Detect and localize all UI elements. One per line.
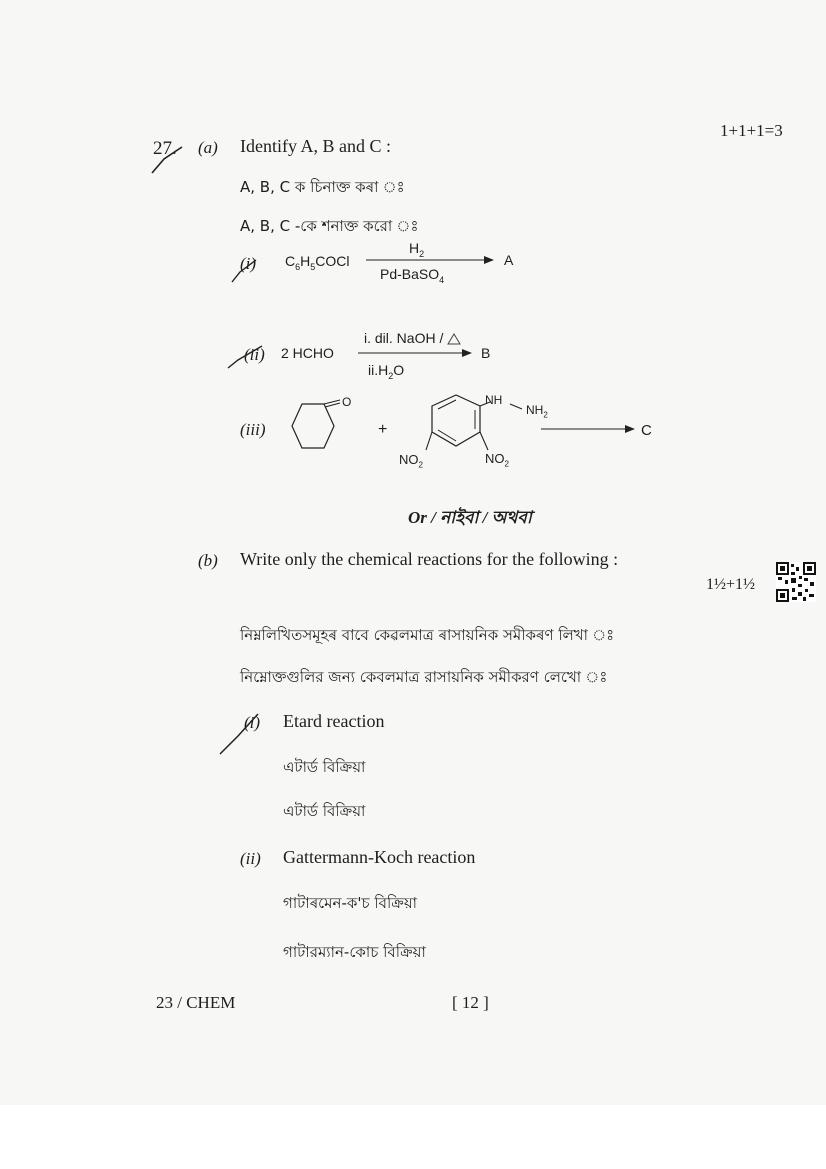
reaction-ii-reagent-below: $ii.H_2O$ bbox=[368, 362, 405, 381]
ketone-oxygen: O bbox=[342, 395, 352, 409]
reaction-ii-product: B bbox=[481, 345, 491, 361]
marks-part-a: 1+1+1=3 bbox=[720, 121, 783, 140]
part-b-title-assamese: নিম্নলিখিতসমূহৰ বাবে কেৱলমাত্ৰ ৰাসায়নিক সমীকৰণ লিখা ঃ bbox=[240, 626, 615, 644]
reaction-ii-label: (ii) bbox=[244, 345, 265, 364]
gattermann-koch-en: Gattermann-Koch reaction bbox=[283, 847, 476, 867]
reaction-i-reagent-below: Pd-BaSO$_4$ bbox=[380, 266, 445, 285]
or-separator: Or / নাইবা / অথবা bbox=[408, 508, 532, 527]
reaction-i-reagent-above: $H_2$ bbox=[409, 240, 425, 259]
tick-mark-b-i bbox=[218, 712, 262, 758]
tick-mark-r1 bbox=[230, 256, 260, 286]
question-number: 27. bbox=[153, 138, 177, 159]
reaction-iii-plus: + bbox=[378, 421, 388, 438]
hydrazine-nh: NH bbox=[485, 393, 503, 407]
hydrazine-nh2: $NH_2$ bbox=[526, 403, 548, 420]
nitro-group-left: $NO_2$ bbox=[399, 452, 423, 470]
footer-subject-code: 23 / CHEM bbox=[156, 993, 236, 1012]
reaction-iii-product: C bbox=[641, 422, 652, 439]
part-b-title-en: Write only the chemical reactions for the following : bbox=[240, 549, 619, 569]
part-a-title-assamese: A, B, C ক চিনাক্ত কৰা ঃ bbox=[240, 178, 405, 196]
etard-reaction-bengali: এটার্ড বিক্রিয়া bbox=[283, 802, 366, 820]
reaction-i-product: A bbox=[504, 252, 514, 268]
part-b-ii-label: (ii) bbox=[240, 849, 261, 868]
tick-mark-r2 bbox=[226, 344, 266, 374]
marks-part-b: 1½+1½ bbox=[706, 576, 756, 593]
tick-mark-q27 bbox=[150, 145, 190, 177]
gattermann-koch-bengali: গাটারম্যান-কোচ বিক্রিয়া bbox=[283, 943, 426, 961]
heat-triangle-icon bbox=[447, 333, 461, 345]
part-a-title-en: Identify A, B and C : bbox=[240, 136, 391, 156]
etard-reaction-assamese: এটাৰ্ড বিক্ৰিয়া bbox=[283, 758, 366, 776]
reaction-ii-reactant: 2 HCHO bbox=[281, 345, 334, 361]
gattermann-koch-assamese: গাটাৰমেন-ক'চ বিক্ৰিয়া bbox=[283, 894, 418, 912]
reaction-i-label: (i) bbox=[240, 254, 257, 273]
part-a-label: (a) bbox=[198, 138, 218, 157]
part-a-title-bengali: A, B, C -কে শনাক্ত করো ঃ bbox=[240, 217, 419, 235]
part-b-title-bengali: নিম্নোক্তগুলির জন্য কেবলমাত্র রাসায়নিক সমীকরণ লেখো ঃ bbox=[240, 668, 608, 686]
reaction-ii-reagent-above: i. dil. NaOH / bbox=[364, 330, 461, 346]
reaction-iii-label: (iii) bbox=[240, 420, 266, 439]
nitro-group-right: $NO_2$ bbox=[485, 451, 509, 469]
part-b-label: (b) bbox=[198, 551, 218, 570]
part-b-i-label: (i) bbox=[244, 713, 261, 732]
reaction-i-reactant: $C_6H_5COCl$ bbox=[285, 253, 350, 272]
reaction-iii-arrow bbox=[541, 424, 637, 436]
qr-code-icon bbox=[776, 562, 816, 602]
etard-reaction-en: Etard reaction bbox=[283, 711, 385, 731]
footer-page-number: [ 12 ] bbox=[452, 993, 489, 1012]
reaction-ii-arrow bbox=[358, 348, 474, 360]
